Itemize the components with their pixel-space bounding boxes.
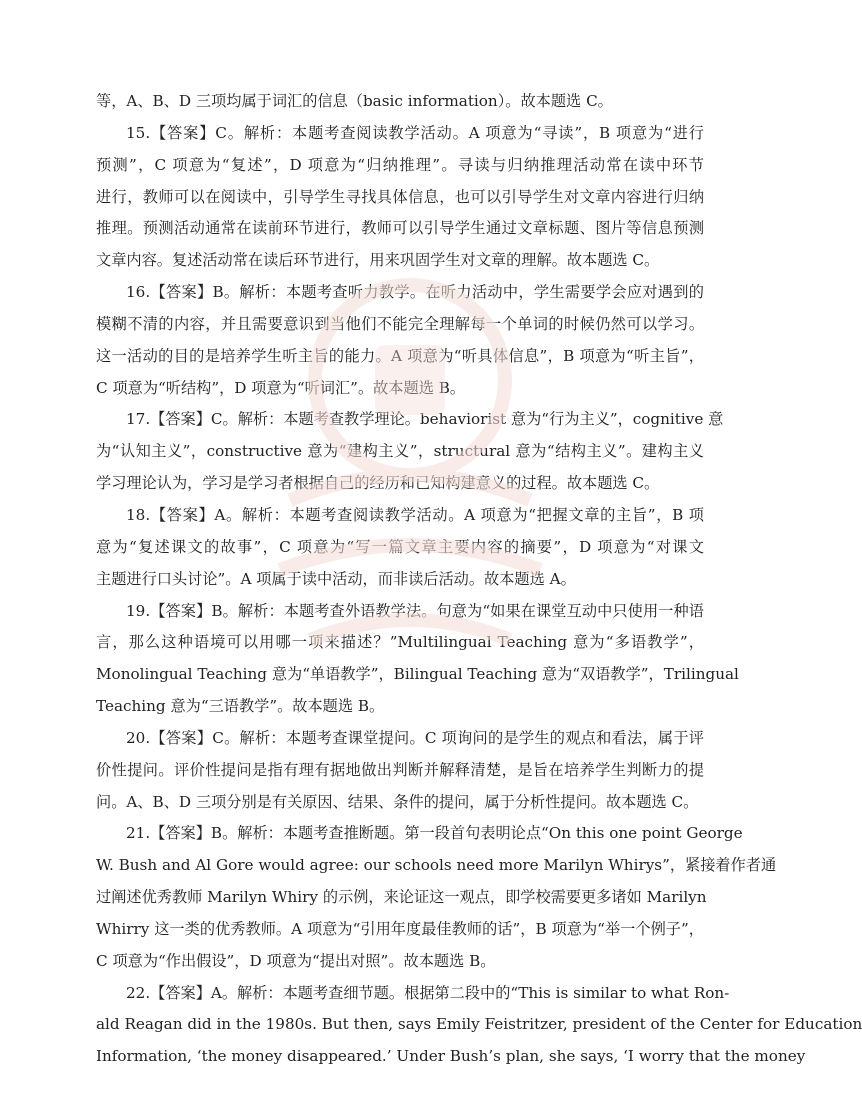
text-line: 22.【答案】A。解析：本题考查细节题。根据第二段中的“This is similar to what Ron- bbox=[126, 983, 730, 1002]
text-line: 模糊不清的内容，并且需要意识到当他们不能完全理解每一个单词的时候仍然可以学习。 bbox=[96, 314, 704, 333]
text-line: 主题进行口头讨论”。A 项属于读中活动，而非读后活动。故本题选 A。 bbox=[96, 569, 576, 588]
text-line: 言，那么这种语境可以用哪一项来描述？”Multilingual Teaching 意为“多语教学”， bbox=[96, 633, 704, 652]
text-line: 进行，教师可以在阅读中，引导学生寻找具体信息，也可以引导学生对文章内容进行归纳 bbox=[96, 187, 704, 206]
text-line: 预测”，C 项意为“复述”，D 项意为“归纳推理”。寻读与归纳推理活动常在读中环节 bbox=[96, 155, 704, 174]
text-line: 18.【答案】A。解析：本题考查阅读教学活动。A 项意为“把握文章的主旨”，B 项 bbox=[126, 505, 704, 524]
text-line: W. Bush and Al Gore would agree: our schools need more Marilyn Whirys”，紧接着作者通 bbox=[96, 856, 777, 875]
text-line: 学习理论认为，学习是学习者根据自己的经历和已知构建意义的过程。故本题选 C。 bbox=[96, 474, 660, 493]
text-line: 15.【答案】C。解析：本题考查阅读教学活动。A 项意为“寻读”，B 项意为“进行 bbox=[126, 123, 704, 142]
text-line: 21.【答案】B。解析：本题考查推断题。第一段首句表明论点“On this one point George bbox=[126, 824, 743, 843]
text-line: 意为“复述课文的故事”，C 项意为“写一篇文章主要内容的摘要”，D 项意为“对课文 bbox=[96, 537, 704, 556]
text-line: 过阐述优秀教师 Marilyn Whiry 的示例，来论证这一观点，即学校需要更多诸如 Marilyn bbox=[96, 888, 707, 907]
text-line: 16.【答案】B。解析：本题考查听力教学。在听力活动中，学生需要学会应对遇到的 bbox=[126, 283, 704, 302]
text-line: Information, ‘the money disappeared.’ Under Bush’s plan, she says, ‘I worry that the money bbox=[96, 1047, 806, 1066]
text-line: 为“认知主义”，constructive 意为“建构主义”，structural 意为“结构主义”。建构主义 bbox=[96, 442, 704, 461]
text-line: 等，A、B、D 三项均属于词汇的信息（basic information）。故本题选 C。 bbox=[96, 92, 613, 110]
text-line: 文章内容。复述活动常在读后环节进行，用来巩固学生对文章的理解。故本题选 C。 bbox=[96, 251, 660, 270]
text-line: Whirry 这一类的优秀教师。A 项意为“引用年度最佳教师的话”，B 项意为“举一个例子”， bbox=[96, 919, 704, 938]
text-line: Monolingual Teaching 意为“单语教学”，Bilingual Teaching 意为“双语教学”，Trilingual bbox=[96, 665, 739, 684]
text-line: 问。A、B、D 三项分别是有关原因、结果、条件的提问，属于分析性提问。故本题选 C。 bbox=[96, 792, 699, 811]
text-line: C 项意为“听结构”，D 项意为“听词汇”。故本题选 B。 bbox=[96, 378, 466, 397]
text-line: 19.【答案】B。解析：本题考查外语教学法。句意为“如果在课堂互动中只使用一种语 bbox=[126, 601, 704, 620]
text-line: 17.【答案】C。解析：本题考查教学理论。behaviorist 意为“行为主义”，cognitive 意 bbox=[126, 410, 724, 429]
text-line: 价性提问。评价性提问是指有理有据地做出判断并解释清楚，是旨在培养学生判断力的提 bbox=[96, 760, 704, 779]
text-body bbox=[96, 86, 862, 1073]
text-line: 这一活动的目的是培养学生听主旨的能力。A 项意为“听具体信息”，B 项意为“听主旨”， bbox=[96, 346, 704, 365]
text-line: C 项意为“作出假设”，D 项意为“提出对照”。故本题选 B。 bbox=[96, 951, 496, 970]
text-line: ald Reagan did in the 1980s. But then, says Emily Feistritzer, president of the Center for Education bbox=[96, 1015, 862, 1034]
text-line: Teaching 意为“三语教学”。故本题选 B。 bbox=[96, 697, 385, 716]
text-line: 20.【答案】C。解析：本题考查课堂提问。C 项询问的是学生的观点和看法，属于评 bbox=[126, 728, 704, 747]
text-line: 推理。预测活动通常在读前环节进行，教师可以引导学生通过文章标题、图片等信息预测 bbox=[96, 219, 704, 238]
